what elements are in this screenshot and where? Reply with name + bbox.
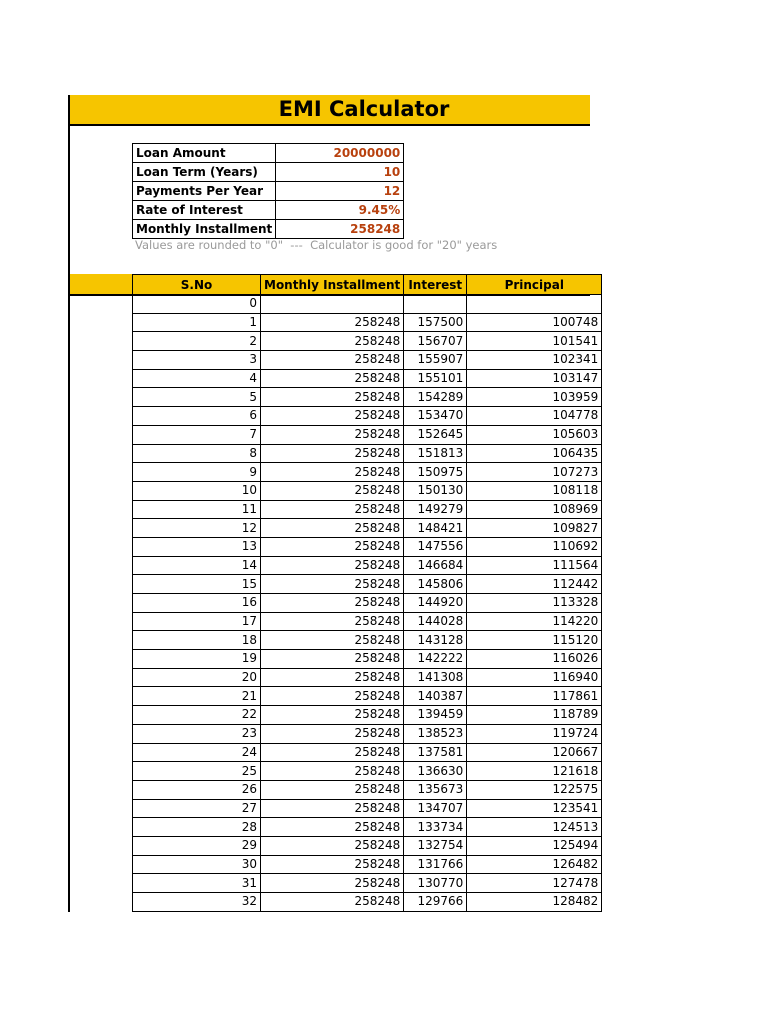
table-row <box>133 594 602 613</box>
cell-monthly-installment: 258248 <box>261 388 404 407</box>
cell-monthly-installment: 258248 <box>261 818 404 837</box>
cell-sno: 31 <box>133 874 261 893</box>
cell-principal: 118789 <box>467 706 602 725</box>
col-header-interest: Interest <box>404 275 467 295</box>
cell-interest: 131766 <box>404 855 467 874</box>
cell-interest: 139459 <box>404 706 467 725</box>
table-row <box>133 631 602 650</box>
cell-sno: 17 <box>133 612 261 631</box>
cell-interest: 141308 <box>404 668 467 687</box>
table-row <box>133 893 602 912</box>
cell-sno: 21 <box>133 687 261 706</box>
cell-monthly-installment: 258248 <box>261 836 404 855</box>
cell-principal: 119724 <box>467 724 602 743</box>
col-header-monthly-installment: Monthly Installment <box>261 275 404 295</box>
summary-label: Monthly Installment <box>133 220 276 239</box>
title-bar <box>70 95 590 126</box>
cell-principal: 127478 <box>467 874 602 893</box>
summary-row <box>133 163 404 182</box>
cell-sno: 25 <box>133 762 261 781</box>
cell-monthly-installment <box>261 295 404 314</box>
cell-sno: 32 <box>133 893 261 912</box>
table-row <box>133 500 602 519</box>
cell-monthly-installment: 258248 <box>261 351 404 370</box>
cell-sno: 10 <box>133 481 261 500</box>
cell-principal: 112442 <box>467 575 602 594</box>
cell-monthly-installment: 258248 <box>261 407 404 426</box>
table-row <box>133 575 602 594</box>
summary-row <box>133 220 404 239</box>
cell-principal: 101541 <box>467 332 602 351</box>
cell-sno: 19 <box>133 650 261 669</box>
table-row <box>133 332 602 351</box>
cell-monthly-installment: 258248 <box>261 594 404 613</box>
cell-interest: 138523 <box>404 724 467 743</box>
cell-interest: 144028 <box>404 612 467 631</box>
cell-sno: 6 <box>133 407 261 426</box>
cell-interest: 132754 <box>404 836 467 855</box>
cell-interest: 152645 <box>404 425 467 444</box>
cell-interest: 155907 <box>404 351 467 370</box>
cell-monthly-installment: 258248 <box>261 631 404 650</box>
cell-principal: 114220 <box>467 612 602 631</box>
cell-sno: 14 <box>133 556 261 575</box>
cell-interest: 150130 <box>404 481 467 500</box>
summary-label: Loan Term (Years) <box>133 163 276 182</box>
table-header-row <box>133 275 602 295</box>
table-row <box>133 818 602 837</box>
cell-monthly-installment: 258248 <box>261 874 404 893</box>
cell-monthly-installment: 258248 <box>261 893 404 912</box>
rounding-note: Values are rounded to "0" --- Calculator is good for "20" years <box>135 238 498 252</box>
cell-monthly-installment: 258248 <box>261 519 404 538</box>
cell-principal: 103147 <box>467 369 602 388</box>
cell-interest: 143128 <box>404 631 467 650</box>
table-row <box>133 799 602 818</box>
cell-monthly-installment: 258248 <box>261 612 404 631</box>
cell-monthly-installment: 258248 <box>261 706 404 725</box>
table-row <box>133 519 602 538</box>
table-row <box>133 425 602 444</box>
table-row <box>133 874 602 893</box>
cell-principal: 106435 <box>467 444 602 463</box>
cell-principal: 124513 <box>467 818 602 837</box>
cell-sno: 11 <box>133 500 261 519</box>
cell-monthly-installment: 258248 <box>261 425 404 444</box>
summary-row <box>133 201 404 220</box>
cell-sno: 20 <box>133 668 261 687</box>
cell-monthly-installment: 258248 <box>261 575 404 594</box>
cell-principal <box>467 295 602 314</box>
cell-sno: 18 <box>133 631 261 650</box>
table-row <box>133 687 602 706</box>
col-header-principal: Principal <box>467 275 602 295</box>
cell-monthly-installment: 258248 <box>261 762 404 781</box>
cell-principal: 117861 <box>467 687 602 706</box>
cell-sno: 28 <box>133 818 261 837</box>
cell-principal: 105603 <box>467 425 602 444</box>
cell-interest: 157500 <box>404 313 467 332</box>
cell-principal: 108118 <box>467 481 602 500</box>
cell-sno: 1 <box>133 313 261 332</box>
cell-sno: 5 <box>133 388 261 407</box>
cell-sno: 29 <box>133 836 261 855</box>
table-row <box>133 481 602 500</box>
cell-principal: 123541 <box>467 799 602 818</box>
page-title: EMI Calculator <box>278 97 450 121</box>
cell-monthly-installment: 258248 <box>261 668 404 687</box>
table-row <box>133 706 602 725</box>
cell-principal: 110692 <box>467 537 602 556</box>
cell-sno: 9 <box>133 463 261 482</box>
cell-monthly-installment: 258248 <box>261 313 404 332</box>
cell-interest: 156707 <box>404 332 467 351</box>
cell-interest <box>404 295 467 314</box>
table-row <box>133 351 602 370</box>
table-row <box>133 369 602 388</box>
cell-principal: 104778 <box>467 407 602 426</box>
cell-sno: 15 <box>133 575 261 594</box>
table-row <box>133 743 602 762</box>
table-row <box>133 780 602 799</box>
summary-value-cell[interactable]: 12 <box>276 182 404 201</box>
cell-monthly-installment: 258248 <box>261 780 404 799</box>
cell-monthly-installment: 258248 <box>261 369 404 388</box>
amortization-table <box>132 274 602 912</box>
cell-principal: 108969 <box>467 500 602 519</box>
cell-monthly-installment: 258248 <box>261 855 404 874</box>
summary-label: Rate of Interest <box>133 201 276 220</box>
cell-sno: 2 <box>133 332 261 351</box>
table-row <box>133 388 602 407</box>
summary-row <box>133 182 404 201</box>
cell-principal: 125494 <box>467 836 602 855</box>
col-header-sno: S.No <box>133 275 261 295</box>
cell-principal: 115120 <box>467 631 602 650</box>
cell-sno: 8 <box>133 444 261 463</box>
cell-sno: 24 <box>133 743 261 762</box>
cell-interest: 154289 <box>404 388 467 407</box>
summary-row <box>133 144 404 163</box>
cell-principal: 120667 <box>467 743 602 762</box>
cell-principal: 109827 <box>467 519 602 538</box>
cell-monthly-installment: 258248 <box>261 444 404 463</box>
cell-interest: 155101 <box>404 369 467 388</box>
table-row <box>133 407 602 426</box>
cell-interest: 150975 <box>404 463 467 482</box>
cell-sno: 22 <box>133 706 261 725</box>
summary-value-cell[interactable]: 258248 <box>276 220 404 239</box>
cell-monthly-installment: 258248 <box>261 500 404 519</box>
cell-principal: 113328 <box>467 594 602 613</box>
cell-monthly-installment: 258248 <box>261 463 404 482</box>
table-row <box>133 668 602 687</box>
cell-monthly-installment: 258248 <box>261 650 404 669</box>
summary-label: Loan Amount <box>133 144 276 163</box>
cell-sno: 12 <box>133 519 261 538</box>
cell-principal: 103959 <box>467 388 602 407</box>
table-row <box>133 855 602 874</box>
cell-interest: 146684 <box>404 556 467 575</box>
cell-monthly-installment: 258248 <box>261 799 404 818</box>
table-row <box>133 463 602 482</box>
cell-interest: 151813 <box>404 444 467 463</box>
cell-principal: 107273 <box>467 463 602 482</box>
cell-monthly-installment: 258248 <box>261 556 404 575</box>
cell-monthly-installment: 258248 <box>261 481 404 500</box>
summary-label: Payments Per Year <box>133 182 276 201</box>
table-row <box>133 295 602 314</box>
cell-interest: 144920 <box>404 594 467 613</box>
cell-interest: 136630 <box>404 762 467 781</box>
summary-value-cell[interactable]: 20000000 <box>276 144 404 163</box>
cell-monthly-installment: 258248 <box>261 687 404 706</box>
sheet-left-border <box>68 95 70 912</box>
cell-principal: 116940 <box>467 668 602 687</box>
cell-monthly-installment: 258248 <box>261 724 404 743</box>
cell-sno: 4 <box>133 369 261 388</box>
cell-interest: 147556 <box>404 537 467 556</box>
loan-summary-table <box>132 143 404 239</box>
cell-sno: 0 <box>133 295 261 314</box>
table-row <box>133 762 602 781</box>
cell-interest: 140387 <box>404 687 467 706</box>
cell-sno: 26 <box>133 780 261 799</box>
cell-sno: 27 <box>133 799 261 818</box>
cell-monthly-installment: 258248 <box>261 332 404 351</box>
cell-principal: 128482 <box>467 893 602 912</box>
table-row <box>133 836 602 855</box>
cell-monthly-installment: 258248 <box>261 743 404 762</box>
summary-value-cell[interactable]: 9.45% <box>276 201 404 220</box>
cell-interest: 153470 <box>404 407 467 426</box>
cell-sno: 3 <box>133 351 261 370</box>
cell-principal: 116026 <box>467 650 602 669</box>
cell-principal: 121618 <box>467 762 602 781</box>
cell-monthly-installment: 258248 <box>261 537 404 556</box>
cell-interest: 149279 <box>404 500 467 519</box>
cell-sno: 13 <box>133 537 261 556</box>
table-row <box>133 444 602 463</box>
cell-principal: 111564 <box>467 556 602 575</box>
cell-principal: 122575 <box>467 780 602 799</box>
cell-interest: 137581 <box>404 743 467 762</box>
table-row <box>133 612 602 631</box>
cell-interest: 133734 <box>404 818 467 837</box>
table-row <box>133 724 602 743</box>
table-row <box>133 313 602 332</box>
cell-interest: 145806 <box>404 575 467 594</box>
table-row <box>133 650 602 669</box>
cell-sno: 16 <box>133 594 261 613</box>
cell-interest: 134707 <box>404 799 467 818</box>
table-row <box>133 556 602 575</box>
cell-principal: 102341 <box>467 351 602 370</box>
cell-principal: 100748 <box>467 313 602 332</box>
cell-interest: 129766 <box>404 893 467 912</box>
cell-interest: 135673 <box>404 780 467 799</box>
cell-sno: 7 <box>133 425 261 444</box>
cell-interest: 130770 <box>404 874 467 893</box>
summary-value-cell[interactable]: 10 <box>276 163 404 182</box>
cell-interest: 148421 <box>404 519 467 538</box>
cell-principal: 126482 <box>467 855 602 874</box>
cell-sno: 30 <box>133 855 261 874</box>
cell-sno: 23 <box>133 724 261 743</box>
table-row <box>133 537 602 556</box>
cell-interest: 142222 <box>404 650 467 669</box>
